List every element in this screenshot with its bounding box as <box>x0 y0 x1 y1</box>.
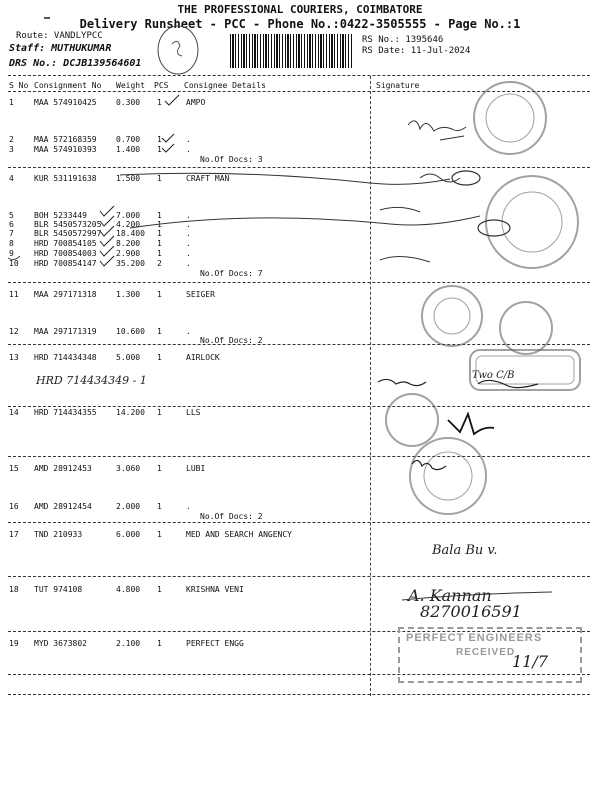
row-weight: 5.000 <box>116 353 141 362</box>
company-stamp <box>410 438 486 514</box>
row-consignment: HRD 714434348 <box>34 353 97 362</box>
row-sno: 10 <box>9 259 19 268</box>
row-pcs: 1 <box>157 174 162 183</box>
signature-row13 <box>378 379 426 385</box>
row-pcs: 1 <box>157 229 162 238</box>
row-consignee: . <box>186 211 191 220</box>
row-pcs: 1 <box>157 211 162 220</box>
row-pcs: 1 <box>157 249 162 258</box>
row-sno: 7 <box>9 229 14 238</box>
drs-number: DRS No.: DCJB139564601 <box>9 58 142 69</box>
row-consignee: LUBI <box>186 464 206 473</box>
row-weight: 14.200 <box>116 408 145 417</box>
company-stamp <box>470 350 580 390</box>
doc-count: No.Of Docs: 2 <box>200 336 263 345</box>
hand-stroke <box>130 216 480 228</box>
tick-icon <box>100 236 114 246</box>
row-sno: 6 <box>9 220 14 229</box>
row-consignment: KUR 531191638 <box>34 174 97 183</box>
tick-icon <box>100 246 114 256</box>
row-pcs: 1 <box>157 145 162 154</box>
row-consignee: . <box>186 229 191 238</box>
col-signature: Signature <box>376 81 420 90</box>
row-pcs: 1 <box>157 408 162 417</box>
row-pcs: 1 <box>157 327 162 336</box>
row-consignment: BLR 5450573205 <box>34 220 102 229</box>
row-consignment: MAA 574910393 <box>34 145 97 154</box>
col-consignment: Consignment No <box>34 81 102 90</box>
row-consignee: AIRLOCK <box>186 353 220 362</box>
row-weight: 6.000 <box>116 530 141 539</box>
row-consignment: HRD 700854147 <box>34 259 97 268</box>
col-sno: S No <box>9 81 29 90</box>
signature-row1-underline <box>440 136 464 140</box>
row-weight: 3.060 <box>116 464 141 473</box>
route-label: Route: VANDLYPCC <box>16 31 103 41</box>
row-sno: 8 <box>9 239 14 248</box>
row-sno: 5 <box>9 211 14 220</box>
row-pcs: 1 <box>157 530 162 539</box>
row-consignee: . <box>186 502 191 511</box>
row-consignment: HRD 714434355 <box>34 408 97 417</box>
row-sno: 3 <box>9 145 14 154</box>
company-title: THE PROFESSIONAL COURIERS, COIMBATORE <box>177 3 423 16</box>
row-consignee: LLS <box>186 408 201 417</box>
row-sno: 9 <box>9 249 14 258</box>
row-consignee: . <box>186 145 191 154</box>
row-weight: 2.100 <box>116 639 141 648</box>
row-consignment: HRD 700854105 <box>34 239 97 248</box>
row-weight: 4.200 <box>116 220 141 229</box>
row-sno: 19 <box>9 639 19 648</box>
hand-mark <box>172 41 182 56</box>
row-pcs: 1 <box>157 585 162 594</box>
row-consignment: AMD 28912453 <box>34 464 92 473</box>
row-pcs: 1 <box>157 353 162 362</box>
row-consignee: . <box>186 220 191 229</box>
hand-stroke <box>380 207 420 212</box>
row-pcs: 1 <box>157 639 162 648</box>
row-pcs: 1 <box>157 220 162 229</box>
row-weight: 1.300 <box>116 290 141 299</box>
tick-icon <box>162 134 174 142</box>
row-consignee: . <box>186 259 191 268</box>
row-consignee: KRISHNA VENI <box>186 585 244 594</box>
row-weight: 35.200 <box>116 259 145 268</box>
row-consignment: MAA 297171319 <box>34 327 97 336</box>
signature-row4-mark <box>452 171 480 185</box>
row-weight: 8.200 <box>116 239 141 248</box>
row-pcs: 1 <box>157 502 162 511</box>
row-consignment: MYD 3673802 <box>34 639 87 648</box>
tick-icon <box>100 226 114 236</box>
doc-count: No.Of Docs: 7 <box>200 269 263 278</box>
tick-icon <box>162 144 174 152</box>
stamp-line-1: PERFECT ENGINEERS <box>406 632 543 644</box>
row-weight: 1.500 <box>116 174 141 183</box>
row-consignee: . <box>186 239 191 248</box>
row-sno: 17 <box>9 530 19 539</box>
row-consignment: BOH 5233449 <box>34 211 87 220</box>
runsheet-title: Delivery Runsheet - PCC - Phone No.:0422-3505555 - Page No.:1 <box>79 17 521 31</box>
row-sno: 4 <box>9 174 14 183</box>
company-stamp <box>500 302 552 354</box>
row-pcs: 2 <box>157 259 162 268</box>
tick-icon <box>100 256 114 266</box>
rs-number: RS No.: 1395646 <box>362 35 444 45</box>
row-consignee: . <box>186 135 191 144</box>
row-consignment: MAA 572168359 <box>34 135 97 144</box>
row-pcs: 1 <box>157 239 162 248</box>
signature-row18-underline <box>402 592 552 600</box>
company-stamp <box>474 82 546 154</box>
row-weight: 18.400 <box>116 229 145 238</box>
rs-date: RS Date: 11-Jul-2024 <box>362 46 471 56</box>
row-consignment: MAA 574910425 <box>34 98 97 107</box>
row-sno: 14 <box>9 408 19 417</box>
row-pcs: 1 <box>157 290 162 299</box>
company-stamp <box>386 394 438 446</box>
row-weight: 10.600 <box>116 327 145 336</box>
handwritten-note-row13: HRD 714434349 - 1 <box>36 374 147 387</box>
signature-row19-date: 11/7 <box>512 652 548 671</box>
company-stamp <box>422 286 482 346</box>
row-weight: 0.700 <box>116 135 141 144</box>
signature-row4 <box>478 220 510 236</box>
row-consignment: BLR 5450572997 <box>34 229 102 238</box>
row-sno: 2 <box>9 135 14 144</box>
hand-mark <box>8 256 20 260</box>
row-pcs: 1 <box>157 98 162 107</box>
row-weight: 2.000 <box>116 502 141 511</box>
row-consignment: AMD 28912454 <box>34 502 92 511</box>
row-consignee: PERFECT ENGG <box>186 639 244 648</box>
row-weight: 7.000 <box>116 211 141 220</box>
hand-stroke <box>380 256 430 262</box>
row-consignment: TUT 974108 <box>34 585 83 594</box>
col-pcs: PCS <box>154 81 169 90</box>
row-weight: 1.400 <box>116 145 141 154</box>
row-sno: 13 <box>9 353 19 362</box>
row-consignment: TND 210933 <box>34 530 83 539</box>
doc-count: No.Of Docs: 2 <box>200 512 263 521</box>
col-weight: Weight <box>116 81 145 90</box>
signature-row14 <box>448 414 494 434</box>
row-sno: 1 <box>9 98 14 107</box>
row-consignee: MED AND SEARCH ANGENCY <box>186 530 292 539</box>
col-consignee: Consignee Details <box>184 81 266 90</box>
row-weight: 0.300 <box>116 98 141 107</box>
row-consignee: . <box>186 249 191 258</box>
row-weight: 2.900 <box>116 249 141 258</box>
signature-row1 <box>408 121 466 131</box>
company-stamp <box>486 176 578 268</box>
row-pcs: 1 <box>157 464 162 473</box>
signature-row18-name: A. Kannan <box>408 586 492 605</box>
signature-row18-phone: 8270016591 <box>420 602 522 621</box>
tick-icon <box>165 95 179 105</box>
row-weight: 4.800 <box>116 585 141 594</box>
row-consignee: . <box>186 327 191 336</box>
row-sno: 12 <box>9 327 19 336</box>
doc-count: No.Of Docs: 3 <box>200 155 263 164</box>
staff-label: Staff: MUTHUKUMAR <box>9 43 112 54</box>
signature-row17: Bala Bu v. <box>432 543 498 558</box>
tick-icon <box>100 206 114 216</box>
handwritten-two-cb: Two C/B <box>472 370 515 381</box>
row-consignment: MAA 297171318 <box>34 290 97 299</box>
row-consignee: CRAFT MAN <box>186 174 230 183</box>
row-sno: 16 <box>9 502 19 511</box>
row-sno: 11 <box>9 290 19 299</box>
row-consignee: SEIGER <box>186 290 215 299</box>
stamp-line-2: RECEIVED <box>456 647 516 658</box>
row-sno: 15 <box>9 464 19 473</box>
row-consignee: AMPO <box>186 98 206 107</box>
hand-stroke <box>120 173 450 184</box>
row-pcs: 1 <box>157 135 162 144</box>
row-sno: 18 <box>9 585 19 594</box>
tick-icon <box>100 216 114 226</box>
row-consignment: HRD 700854003 <box>34 249 97 258</box>
